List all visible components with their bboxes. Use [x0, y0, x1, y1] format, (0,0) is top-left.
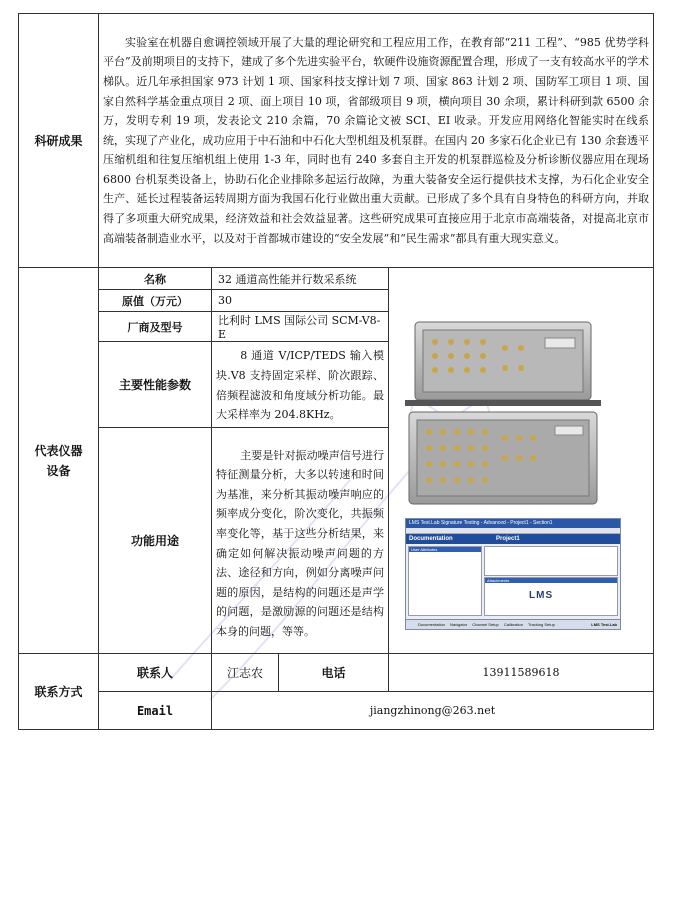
email-label: Email: [99, 692, 212, 730]
vendor-value: 比利时 LMS 国际公司 SCM-V8-E: [212, 312, 389, 342]
function-label: 功能用途: [99, 428, 212, 654]
email-value[interactable]: jiangzhinong@263.net: [212, 692, 654, 730]
contact-person-value: 江志农: [212, 654, 279, 692]
sw-tab-navigator[interactable]: Navigator: [450, 621, 468, 627]
params-value: 8 通道 V/ICP/TEDS 输入模块.V8 支持固定采样、阶次跟踪、倍频程滤波和角度域分析功能。最大采样率为 204.8KHz。: [212, 342, 389, 428]
sw-titlebar: LMS Test.Lab Signature Testing - Advanced - Project1 - Section1: [406, 519, 620, 528]
instrument-images: [389, 268, 654, 654]
sw-brand: LMS Test.Lab: [591, 621, 617, 627]
sw-right-panel: [484, 546, 618, 576]
sw-header-title: Documentation: [409, 535, 453, 542]
name-value: 32 通道高性能并行数采系统: [212, 268, 389, 290]
sw-tab-documentation[interactable]: Documentation: [418, 621, 445, 627]
contact-phone-value: 13911589618: [389, 654, 654, 692]
params-label: 主要性能参数: [99, 342, 212, 428]
price-label: 原值（万元）: [99, 290, 212, 312]
contact-phone-label: 电话: [279, 654, 389, 692]
instrument-label: [19, 268, 99, 654]
sw-tab-tracking-setup[interactable]: Tracking Setup: [528, 621, 555, 627]
sw-left-panel: [408, 546, 482, 616]
sw-attachments-panel: [484, 577, 618, 616]
software-screenshot: [405, 518, 621, 630]
sw-tab-channel-setup[interactable]: Channel Setup: [472, 621, 499, 627]
info-table: [18, 13, 654, 730]
sw-user-attributes: User Attributes: [409, 547, 481, 552]
sw-project-name: Project1: [496, 535, 520, 542]
vendor-label: 厂商及型号: [99, 312, 212, 342]
sw-attachments-label: Attachments: [485, 578, 617, 583]
sw-lms-logo: LMS: [529, 589, 554, 601]
instrument-label-text: 代表仪器设备: [34, 443, 83, 478]
function-value: 主要是针对振动噪声信号进行特征测量分析，大多以转速和时间为基准，来分析其振动噪声响应的频率成分变化，阶次变化，共振频率变化等，基于这些分析结果，来确定如何解决振动噪声问题的方法、途径和方向，例如分离噪声问题的原因，是结构的问题还是声学的问题，是激励源的问题还是结构本身的问题，等等。: [212, 428, 389, 654]
contact-label: 联系方式: [19, 654, 99, 730]
sw-tab-calibration[interactable]: Calibration: [503, 621, 523, 627]
price-value: 30: [212, 290, 389, 312]
sw-header: [406, 534, 620, 544]
contact-person-label: 联系人: [99, 654, 212, 692]
research-text: 实验室在机器自愈调控领域开展了大量的理论研究和工程应用工作，在教育部“211 工程”、“985 优势学科平台”及前期项目的支持下，建成了多个先进实验平台，软硬件设施资源配置合理，形成了一支有较高水平的学术梯队。近几年承担国家 973 计划 1 项、国家科技支撑计划 7 项、国家 863 计划 2 项、国防军工项目 1 项、国家自然科学基金重点项目 2 项、面上项目 10 项，省部级项目 9 项，横向项目 30 余项，累计科研到款 6500 余万，发明专利 19 项，发表论文 210 余篇，70 余篇论文被 SCI、EI 收录。开发应用网络化智能实时在线系统，实现了产业化，成功应用于中石油和中石化大型机组及机泵群。在国内 20 多家石化企业已有 130 余套透平压缩机组和往复压缩机组上使用 1-3 年，同时也有 240 多套自主开发的机泵群巡检及分析诊断仪器应用在现场 6800 台机泵类设备上，协助石化企业排除多起运行故障，为重大装备安全运行提供技术支撑，为石化企业安全生产、延长过程装备运转周期方面为我国石化行业做出重大贡献。已形成了多个具有自身特色的科研方向，并取得了多项重大研究成果，经济效益和社会效益显著。这些研究成果可直接应用于北京市高端装备，对提高北京市高端装备制造业水平，以及对于首都城市建设的“安全发展”和“民生需求”都具有重大现实意义。: [99, 14, 654, 268]
daq-hardware-photo: [405, 308, 605, 508]
research-label: 科研成果: [19, 14, 99, 268]
sw-tabbar: [406, 619, 620, 629]
name-label: 名称: [99, 268, 212, 290]
